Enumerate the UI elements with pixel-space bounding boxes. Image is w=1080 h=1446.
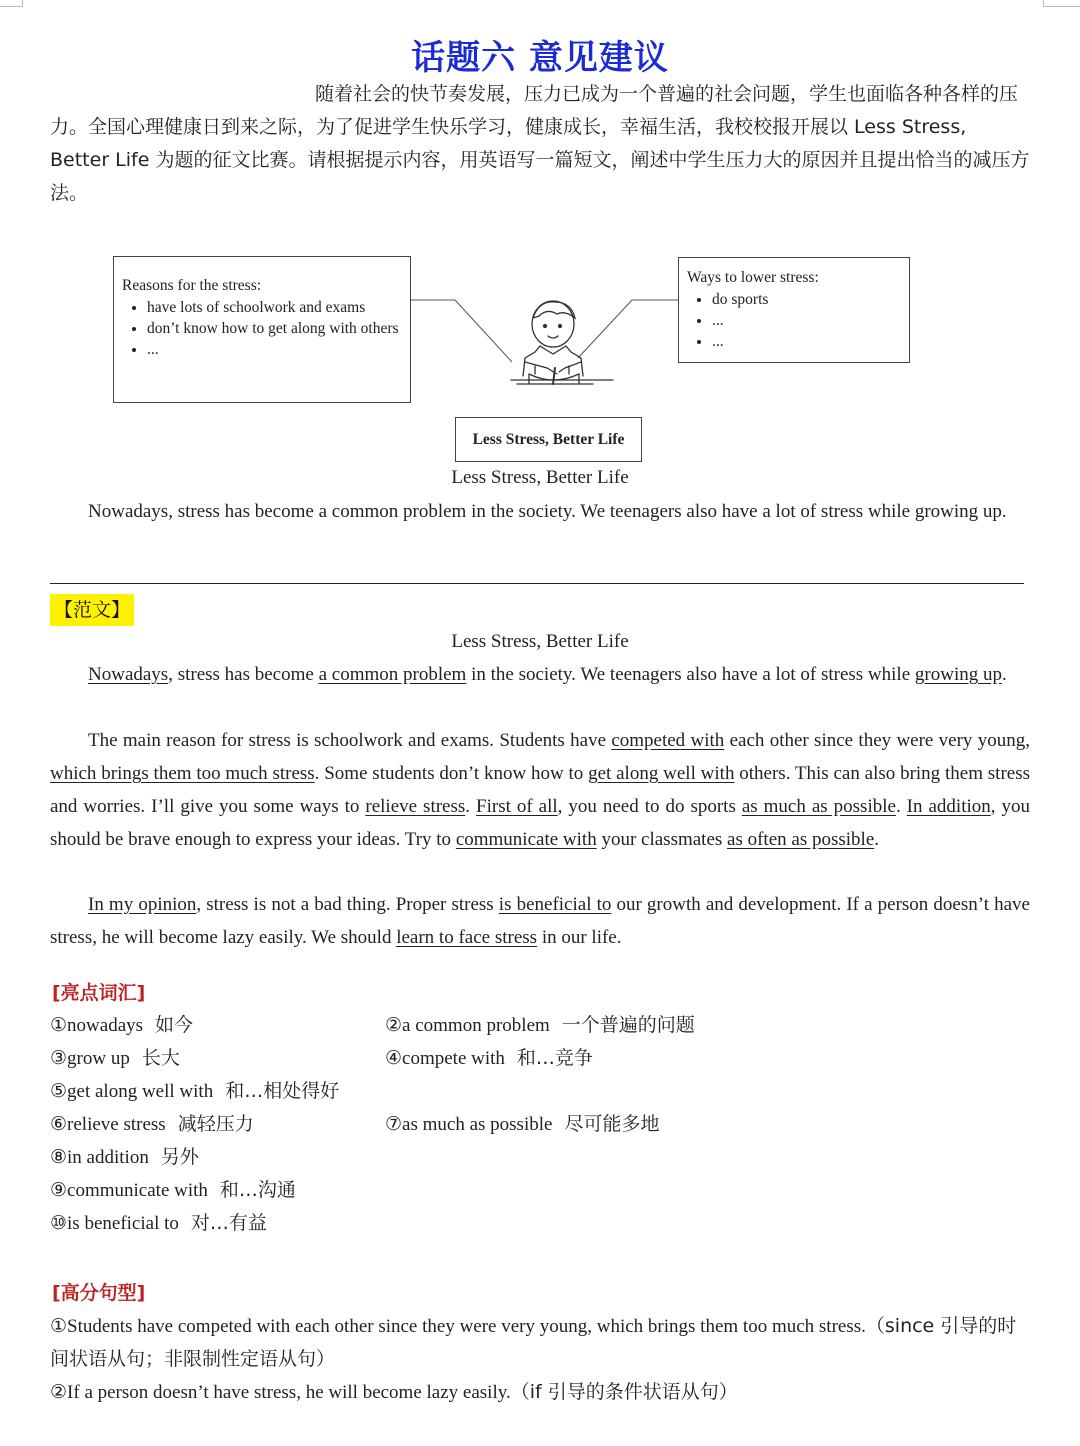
essay-text: others. This can also bring them stress and worries. I’ll give you some ways to xyxy=(50,763,1030,817)
essay-text: . Some students don’t know how to xyxy=(314,763,589,784)
vocab-meaning: 一个普遍的问题 xyxy=(561,1014,695,1036)
vocab-meaning: 和…相处得好 xyxy=(225,1080,340,1102)
essay-text: in our life. xyxy=(537,927,622,948)
way-item: • do sports xyxy=(712,289,901,310)
vocab-term: ⑩is beneficial to xyxy=(50,1213,179,1234)
reason-item: • ... xyxy=(147,339,402,360)
vocab-row xyxy=(50,1174,296,1207)
studying-student-illustration xyxy=(495,296,615,411)
task-opening: Nowadays, stress has become a common problem in the society. We teenagers also have a lot of stress while growing up. xyxy=(88,501,1007,522)
vocab-term: ⑧in addition xyxy=(50,1147,149,1168)
diagram-center-label: Less Stress, Better Life xyxy=(455,417,642,462)
essay-title: Less Stress, Better Life xyxy=(451,631,629,652)
vocab-meaning: 和…沟通 xyxy=(219,1179,296,1201)
ways-heading: Ways to lower stress: xyxy=(687,269,819,286)
key-phrase: relieve stress xyxy=(365,796,466,817)
key-phrase: get along well with xyxy=(588,763,735,784)
vocab-meaning: 和…竞争 xyxy=(516,1047,593,1069)
reason-item: • have lots of schoolwork and exams xyxy=(147,297,402,318)
vocab-row xyxy=(50,1042,593,1075)
key-phrase: as much as possible xyxy=(741,796,896,817)
vocab-heading: [亮点词汇] xyxy=(52,982,146,1004)
sentence-pattern xyxy=(50,1376,1035,1409)
key-phrase: communicate with xyxy=(455,829,597,850)
key-phrase: as often as possible xyxy=(727,829,875,850)
essay-text: The main reason for stress is schoolwork and exams. Students have xyxy=(88,730,612,751)
model-essay-tag: 【范文】 xyxy=(50,594,134,626)
vocab-row xyxy=(50,1141,199,1174)
essay-paragraph-3 xyxy=(50,888,1030,954)
sentence-heading: [高分句型] xyxy=(52,1282,146,1304)
key-phrase: Nowadays xyxy=(88,664,169,685)
vocab-row xyxy=(50,1108,660,1141)
sentence-text: ①Students have competed with each other since they were very young, which brings them too much stress. xyxy=(50,1316,866,1337)
essay-text: our growth and development. If a person doesn’t have stress, he will become lazy easily. We should xyxy=(50,894,1030,948)
ways-box xyxy=(678,257,910,363)
key-phrase: competed with xyxy=(611,730,725,751)
essay-text: each other since they were very young, xyxy=(724,730,1030,751)
essay-text: in the society. We teenagers also have a lot of stress while xyxy=(466,664,915,685)
vocab-row xyxy=(50,1009,695,1042)
vocab-meaning: 长大 xyxy=(141,1047,180,1069)
essay-paragraph-1 xyxy=(50,658,1030,691)
reasons-box xyxy=(113,256,411,403)
essay-text: , you should be brave enough to express your ideas. Try to xyxy=(50,796,1030,850)
vocab-term: ⑨communicate with xyxy=(50,1180,208,1201)
essay-text: . xyxy=(874,829,880,850)
reason-item: • don’t know how to get along with others xyxy=(147,318,402,339)
vocab-row xyxy=(50,1075,339,1108)
way-item: • ... xyxy=(712,331,901,352)
essay-text: . xyxy=(465,796,477,817)
answer-line xyxy=(50,583,1024,584)
vocab-term: ④compete with xyxy=(385,1048,505,1069)
essay-text: . xyxy=(895,796,907,817)
vocab-term: ⑦as much as possible xyxy=(385,1114,553,1135)
sentence-text: ②If a person doesn’t have stress, he will become lazy easily. xyxy=(50,1382,511,1403)
key-phrase: a common problem xyxy=(318,664,467,685)
page-title: 话题六 意见建议 xyxy=(411,38,669,78)
vocab-meaning: 对…有益 xyxy=(190,1212,267,1234)
essay-text: , stress has become xyxy=(168,664,319,685)
key-phrase: First of all xyxy=(476,796,558,817)
vocab-term: ②a common problem xyxy=(385,1015,550,1036)
essay-text: your classmates xyxy=(596,829,728,850)
reasons-heading: Reasons for the stress: xyxy=(122,277,262,294)
way-item: • ... xyxy=(712,310,901,331)
task-title: Less Stress, Better Life xyxy=(451,467,629,488)
vocab-meaning: 另外 xyxy=(160,1146,199,1168)
key-phrase: In addition xyxy=(906,796,991,817)
essay-paragraph-2 xyxy=(50,724,1030,856)
writing-prompt: 随着社会的快节奏发展，压力已成为一个普遍的社会问题，学生也面临各种各样的压力。全国心理健康日到来之际，为了促进学生快乐学习，健康成长，幸福生活，我校校报开展以 Less Stress, Better Life 为题的征文比赛。请根据提示内容，用英语写一篇短文，阐述中学生压力大的原因并且提出恰当的减压方法。 xyxy=(50,83,1030,204)
vocab-term: ⑤get along well with xyxy=(50,1081,214,1102)
sentence-note: （since 引导的时间状语从句；非限制性定语从句） xyxy=(50,1315,1017,1370)
vocab-meaning: 减轻压力 xyxy=(177,1113,254,1135)
essay-text: . xyxy=(1001,664,1007,685)
key-phrase: which brings them too much stress xyxy=(50,763,315,784)
key-phrase: learn to face stress xyxy=(396,927,538,948)
sentence-pattern xyxy=(50,1310,1035,1376)
essay-text: , you need to do sports xyxy=(557,796,742,817)
vocab-term: ⑥relieve stress xyxy=(50,1114,166,1135)
key-phrase: growing up xyxy=(914,664,1002,685)
vocab-meaning: 如今 xyxy=(155,1014,194,1036)
essay-text: , stress is not a bad thing. Proper stress xyxy=(196,894,499,915)
vocab-term: ①nowadays xyxy=(50,1015,144,1036)
vocab-meaning: 尽可能多地 xyxy=(564,1113,660,1135)
vocab-term: ③grow up xyxy=(50,1048,130,1069)
key-phrase: In my opinion xyxy=(88,894,197,915)
vocab-row xyxy=(50,1207,267,1240)
key-phrase: is beneficial to xyxy=(498,894,612,915)
sentence-note: （if 引导的条件状语从句） xyxy=(510,1381,738,1403)
